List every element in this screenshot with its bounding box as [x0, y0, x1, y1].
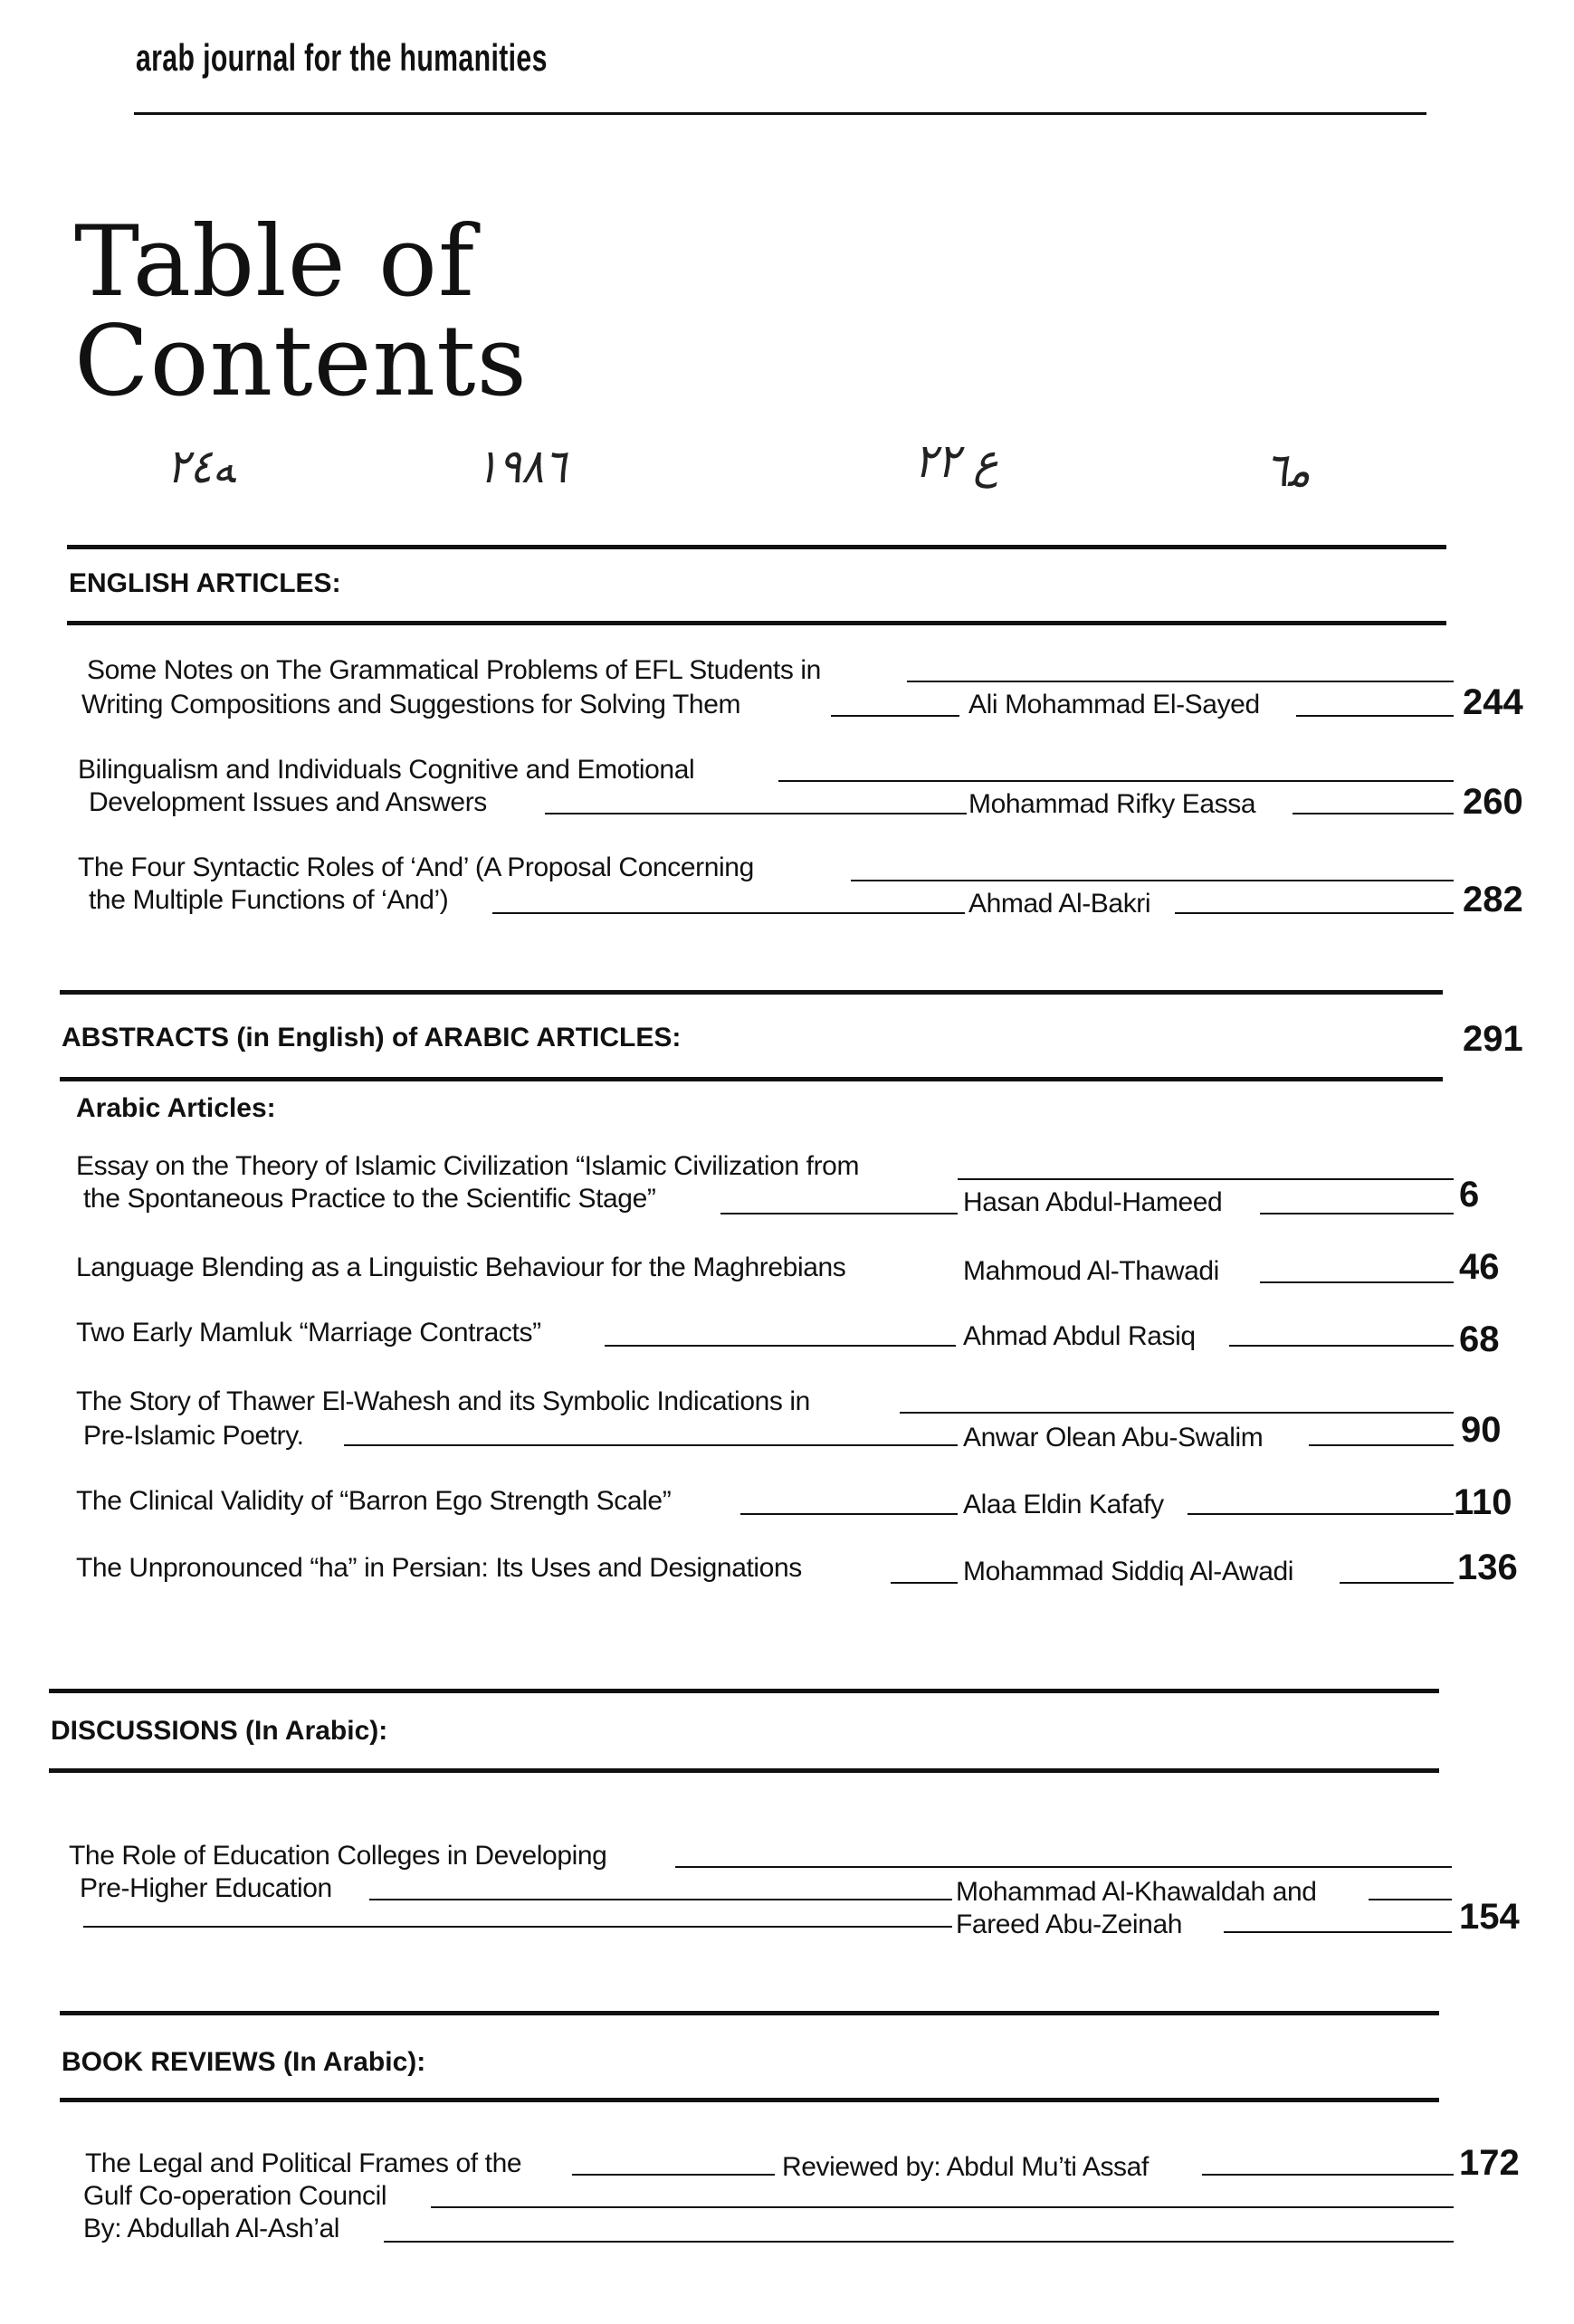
- discussions-heading: DISCUSSIONS (In Arabic):: [51, 1716, 388, 1746]
- english-entry-3-page: 282: [1463, 880, 1523, 919]
- abstract-entry-2-author: Mahmoud Al-Thawadi: [963, 1256, 1219, 1286]
- page-title-line2: Contents: [74, 305, 528, 418]
- discussion-entry-page: 154: [1459, 1897, 1520, 1937]
- english-entry-2-author: Mohammad Rifky Eassa: [968, 789, 1256, 819]
- reviews-top-rule: [60, 2011, 1439, 2015]
- discussion-entry-title-line1: The Role of Education Colleges in Developing: [69, 1841, 607, 1871]
- english-entry-2-title-line2: Development Issues and Answers: [89, 787, 487, 817]
- header-rule: [134, 112, 1426, 115]
- abstracts-top-rule: [60, 990, 1443, 995]
- abstract-entry-5-title: The Clinical Validity of “Barron Ego Strength Scale”: [76, 1486, 672, 1516]
- handwritten-note-4: ﻣ٦: [1264, 443, 1312, 498]
- english-articles-heading: ENGLISH ARTICLES:: [69, 568, 341, 598]
- abstract-entry-2-page: 46: [1459, 1247, 1500, 1287]
- journal-name: arab journal for the humanities: [136, 36, 548, 79]
- handwritten-note-1: ﻪ٢٤: [167, 440, 235, 494]
- discussion-entry-author-1: Mohammad Al-Khawaldah and: [956, 1877, 1317, 1907]
- abstract-entry-5-page: 110: [1454, 1482, 1512, 1522]
- abstract-entry-2-title: Language Blending as a Linguistic Behaviour for the Maghrebians: [76, 1252, 846, 1282]
- arabic-articles-subheading: Arabic Articles:: [76, 1093, 276, 1123]
- english-entry-3-title-line2: the Multiple Functions of ‘And’): [89, 885, 449, 915]
- book-reviews-heading: BOOK REVIEWS (In Arabic):: [62, 2047, 426, 2077]
- abstract-entry-3-author: Ahmad Abdul Rasiq: [963, 1321, 1196, 1351]
- abstracts-bottom-rule: [60, 1077, 1443, 1081]
- english-bottom-rule: [67, 621, 1446, 625]
- handwritten-note-2: ١٩٨٦: [475, 440, 568, 494]
- discussion-entry-title-line2: Pre-Higher Education: [80, 1873, 332, 1903]
- abstract-entry-6-author: Mohammad Siddiq Al-Awadi: [963, 1557, 1294, 1586]
- abstract-entry-3-title: Two Early Mamluk “Marriage Contracts”: [76, 1318, 541, 1348]
- english-entry-1-title-line1: Some Notes on The Grammatical Problems of EFL Students in: [87, 655, 821, 685]
- english-entry-1-title-line2: Writing Compositions and Suggestions for Solving Them: [81, 690, 741, 719]
- english-top-rule: [67, 545, 1446, 549]
- abstract-entry-4-author: Anwar Olean Abu-Swalim: [963, 1423, 1264, 1452]
- review-entry-page: 172: [1459, 2143, 1520, 2183]
- abstract-entry-6-title: The Unpronounced “ha” in Persian: Its Uses and Designations: [76, 1553, 802, 1583]
- abstracts-page: 291: [1463, 1019, 1523, 1059]
- abstract-entry-1-author: Hasan Abdul-Hameed: [963, 1187, 1223, 1217]
- english-entry-3-title-line1: The Four Syntactic Roles of ‘And’ (A Proposal Concerning: [78, 852, 754, 882]
- page-title-line1: Table of: [74, 205, 475, 319]
- review-entry-reviewer: Reviewed by: Abdul Mu’ti Assaf: [782, 2152, 1149, 2182]
- discussions-top-rule: [49, 1689, 1439, 1693]
- review-entry-title-line1: The Legal and Political Frames of the: [85, 2148, 522, 2178]
- abstract-entry-3-page: 68: [1459, 1319, 1500, 1359]
- abstract-entry-6-page: 136: [1457, 1548, 1518, 1587]
- abstract-entry-4-title-line2: Pre-Islamic Poetry.: [83, 1421, 304, 1451]
- english-entry-2-page: 260: [1463, 782, 1523, 822]
- review-entry-book-author: By: Abdullah Al-Ash’al: [83, 2214, 340, 2243]
- english-entry-2-title-line1: Bilingualism and Individuals Cognitive and Emotional: [78, 755, 695, 785]
- abstract-entry-4-page: 90: [1461, 1410, 1502, 1450]
- abstract-entry-1-title-line1: Essay on the Theory of Islamic Civilization “Islamic Civilization from: [76, 1151, 860, 1181]
- handwritten-note-3: ع ٢٢: [914, 434, 999, 489]
- abstract-entry-1-page: 6: [1459, 1175, 1480, 1214]
- english-entry-3-author: Ahmad Al-Bakri: [968, 889, 1151, 919]
- abstract-entry-1-title-line2: the Spontaneous Practice to the Scientific Stage”: [83, 1184, 656, 1214]
- abstracts-heading: ABSTRACTS (in English) of ARABIC ARTICLES:: [62, 1023, 682, 1052]
- reviews-bottom-rule: [60, 2098, 1439, 2102]
- discussions-bottom-rule: [49, 1768, 1439, 1773]
- abstract-entry-4-title-line1: The Story of Thawer El-Wahesh and its Symbolic Indications in: [76, 1386, 810, 1416]
- review-entry-title-line2: Gulf Co-operation Council: [83, 2181, 387, 2211]
- english-entry-1-author: Ali Mohammad El-Sayed: [968, 690, 1260, 719]
- abstract-entry-5-author: Alaa Eldin Kafafy: [963, 1490, 1164, 1519]
- discussion-entry-author-2: Fareed Abu-Zeinah: [956, 1910, 1183, 1939]
- english-entry-1-page: 244: [1463, 682, 1523, 722]
